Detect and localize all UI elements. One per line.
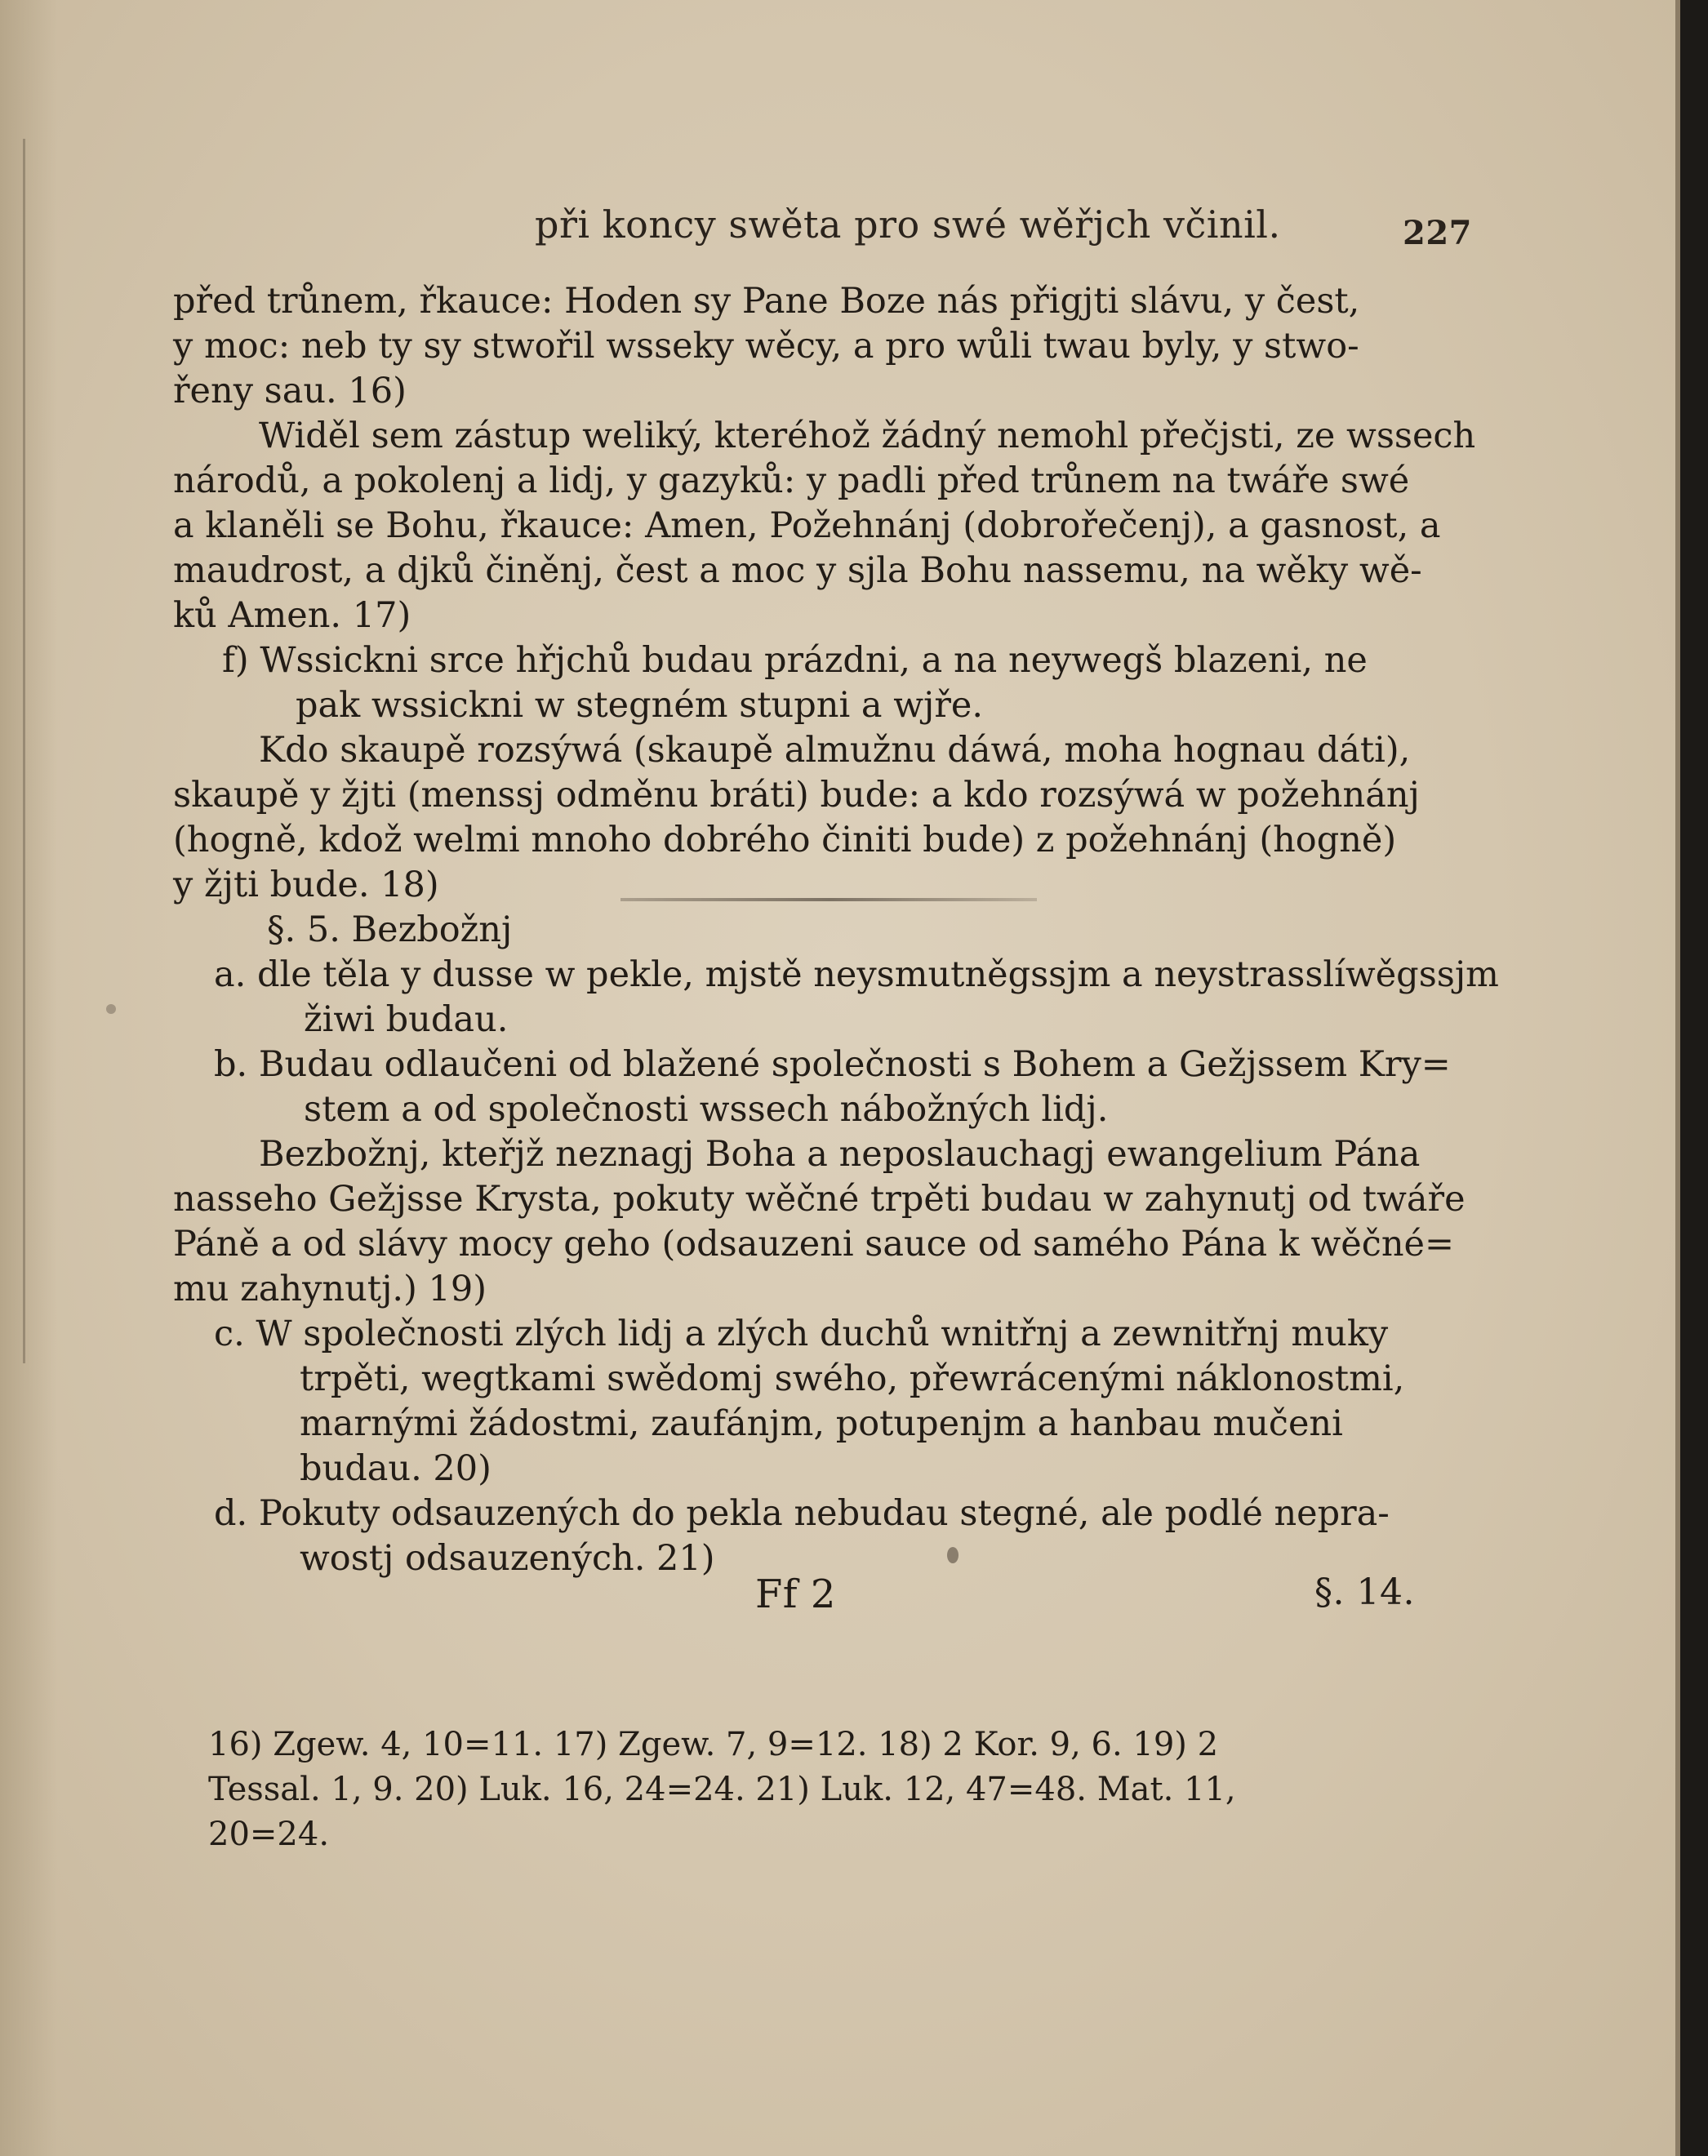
gutter-shadow	[0, 0, 57, 2156]
text-line: řeny sau. 16)	[173, 371, 407, 411]
catchword: §. 14.	[1314, 1571, 1415, 1613]
text-line: před trůnem, řkauce: Hoden sy Pane Boze nás přigjti slávu, y čest,	[173, 281, 1360, 322]
text-line: Kdo skaupě rozsýwá (skaupě almužnu dáwá, moha hognau dáti),	[259, 730, 1411, 771]
section-heading: §. 5. Bezbožnj	[267, 909, 513, 950]
page-edge-line	[23, 139, 25, 1363]
page-number: 227	[1403, 214, 1472, 252]
text-line: pak wssickni w stegném stupni a wjře.	[296, 685, 984, 726]
text-line: f) Wssickni srce hřjchů budau prázdni, a na neywegš blazeni, ne	[222, 640, 1368, 681]
text-line: maudrost, a djků činěnj, čest a moc y sjla Bohu nassemu, na wěky wě-	[173, 550, 1422, 591]
footnote-line: 20=24.	[208, 1816, 330, 1853]
text-line: y moc: neb ty sy stwořil wsseky wěcy, a pro wůli twau byly, y stwo-	[173, 326, 1359, 367]
text-line: mu zahynutj.) 19)	[173, 1269, 487, 1309]
text-line: wostj odsauzených. 21)	[300, 1538, 715, 1579]
text-line: ků Amen. 17)	[173, 595, 411, 636]
text-line: skaupě y žjti (menssj odměnu bráti) bude: a kdo rozsýwá w požehnánj	[173, 775, 1420, 816]
ink-spot	[947, 1547, 959, 1563]
text-line: marnými žádostmi, zaufánjm, potupenjm a hanbau mučeni	[300, 1403, 1343, 1444]
text-line: d. Pokuty odsauzených do pekla nebudau stegné, ale podlé nepra-	[214, 1493, 1390, 1534]
text-line: Widěl sem zástup weliký, kteréhož žádný nemohl přečjsti, ze wssech	[259, 416, 1476, 456]
text-line: stem a od společnosti wssech nábožných lidj.	[304, 1089, 1109, 1130]
faded-rule	[620, 898, 1037, 901]
text-line: nasseho Gežjsse Krysta, pokuty wěčné trpěti budau w zahynutj od twáře	[173, 1179, 1466, 1220]
text-line: trpěti, wegtkami swědomj swého, přewrácenými náklonostmi,	[300, 1358, 1405, 1399]
signature-mark: Ff 2	[755, 1571, 836, 1617]
text-line: národů, a pokolenj a lidj, y gazyků: y padli před trůnem na twáře swé	[173, 460, 1410, 501]
text-line: c. W společnosti zlých lidj a zlých duchů wnitřnj a zewnitřnj muky	[214, 1314, 1389, 1354]
text-line: budau. 20)	[300, 1448, 491, 1489]
text-line: a. dle těla y dusse w pekle, mjstě neysmutněgssjm a neystrasslíwěgssjm	[214, 954, 1499, 995]
text-line: Páně a od slávy mocy geho (odsauzeni sauce od samého Pána k wěčné=	[173, 1224, 1454, 1265]
text-line: b. Budau odlaučeni od blažené společnosti s Bohem a Gežjssem Kry=	[214, 1044, 1451, 1085]
footnote-line: 16) Zgew. 4, 10=11. 17) Zgew. 7, 9=12. 18) 2 Kor. 9, 6. 19) 2	[208, 1726, 1219, 1763]
footnotes	[208, 1723, 1449, 1857]
text-line: a klaněli se Bohu, řkauce: Amen, Požehnánj (dobrořečenj), a gasnost, a	[173, 505, 1441, 546]
ink-spot	[106, 1004, 116, 1014]
text-line: (hogně, kdož welmi mnoho dobrého činiti bude) z požehnánj (hogně)	[173, 820, 1397, 860]
text-line: žiwi budau.	[304, 999, 509, 1040]
body-text	[173, 279, 1499, 1581]
text-line: y žjti bude. 18)	[173, 865, 439, 905]
footnote-line: Tessal. 1, 9. 20) Luk. 16, 24=24. 21) Luk. 12, 47=48. Mat. 11,	[208, 1771, 1236, 1808]
text-line: Bezbožnj, kteřjž neznagj Boha a neposlauchagj ewangelium Pána	[259, 1134, 1421, 1175]
running-head: při koncy swěta pro swé wěřjch včinil.	[535, 202, 1281, 247]
